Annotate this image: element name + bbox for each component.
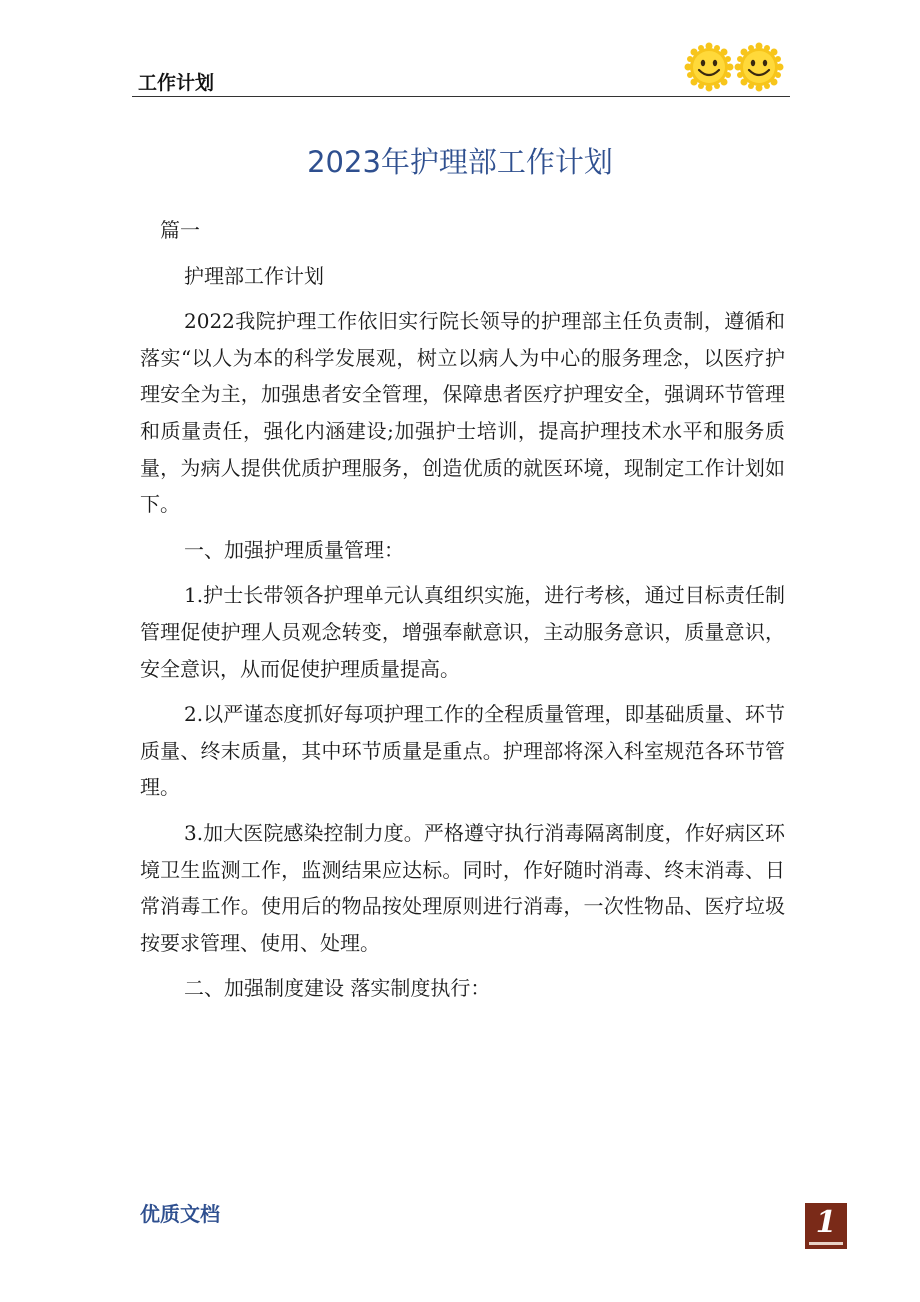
badge-underline [809,1242,843,1245]
item-paragraph-1: 1.护士长带领各护理单元认真组织实施，进行考核，通过目标责任制管理促使护理人员观念转变，增强奉献意识，主动服务意识，质量意识，安全意识，从而促使护理质量提高。 [140,583,785,681]
smiley-icon [684,42,734,92]
header-divider [132,96,790,97]
heading-system-building: 二、加强制度建设 落实制度执行： [184,976,491,1001]
item-paragraph-3: 3.加大医院感染控制力度。严格遵守执行消毒隔离制度，作好病区环境卫生监测工作，监测结果应达标。同时，作好随时消毒、终末消毒、日常消毒工作。使用后的物品按处理原则进行消毒，一次性物品、医疗垃圾按要求管理、使用、处理。 [140,820,785,955]
section-label: 篇一 [160,218,200,242]
page-number: 1 [815,1205,837,1240]
smiley-icon [734,42,784,92]
footer-label: 优质文档 [140,1202,220,1226]
header-label: 工作计划 [138,72,215,94]
document-body [140,212,785,1007]
subtitle-paragraph: 护理部工作计划 [184,263,324,288]
document-title: 2023年护理部工作计划 [307,145,613,179]
heading-quality-management: 一、加强护理质量管理： [184,537,404,562]
item-paragraph-2: 2.以严谨态度抓好每项护理工作的全程质量管理，即基础质量、环节质量、终末质量，其中环节质量是重点。护理部将深入科室规范各环节管理。 [140,702,785,800]
intro-paragraph: 2022我院护理工作依旧实行院长领导的护理部主任负责制，遵循和落实“以人为本的科学发展观，树立以病人为中心的服务理念，以医疗护理安全为主，加强患者安全管理，保障患者医疗护理安全，强调环节管理和质量责任，强化内涵建设;加强护士培训，提高护理技术水平和服务质量，为病人提供优质护理服务，创造优质的就医环境，现制定工作计划如下。 [140,309,785,517]
page-number-badge [805,1203,847,1249]
